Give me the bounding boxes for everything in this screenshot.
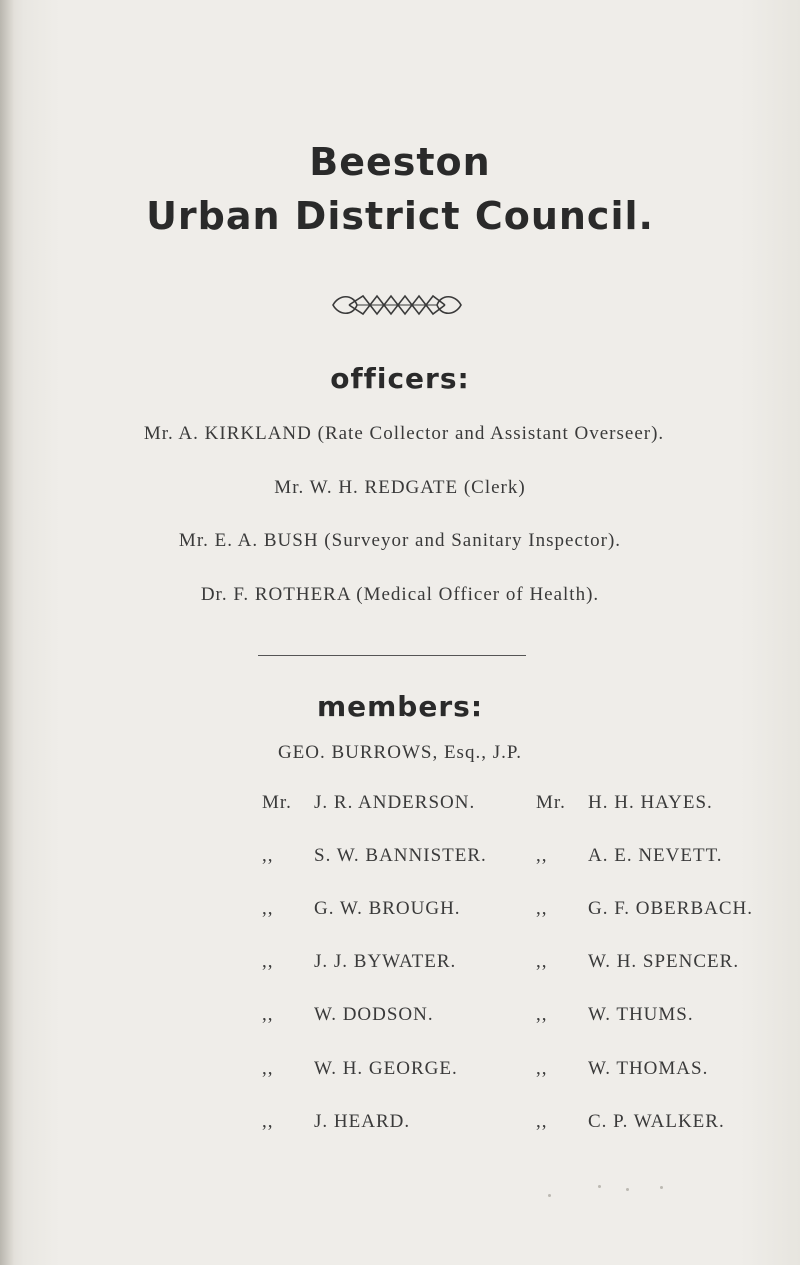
member-name: G. F. OBERBACH.: [588, 898, 753, 919]
members-heading: members:: [316, 690, 484, 723]
paper-speck: [548, 1194, 551, 1197]
member-name: J. J. BYWATER.: [314, 951, 457, 972]
member-name: W. H. SPENCER.: [588, 951, 740, 972]
member-entry: [536, 951, 739, 973]
member-entry: [536, 1058, 708, 1080]
officer-entry: Mr. E. A. BUSH (Surveyor and Sanitary Inspector).: [178, 530, 622, 551]
member-entry: [262, 792, 475, 814]
member-prefix: ,,: [262, 951, 274, 972]
paper-speck: [626, 1188, 629, 1191]
member-prefix: ,,: [262, 1004, 274, 1025]
member-prefix: ,,: [536, 951, 548, 972]
officers-heading: officers:: [330, 362, 470, 395]
member-prefix: ,,: [536, 898, 548, 919]
member-entry: [536, 792, 713, 814]
member-prefix: ,,: [262, 1058, 274, 1079]
member-name: W. THUMS.: [588, 1004, 694, 1025]
paper-speck: [660, 1186, 663, 1189]
member-prefix: ,,: [536, 1004, 548, 1025]
member-name: W. THOMAS.: [588, 1058, 709, 1079]
member-prefix: ,,: [262, 898, 274, 919]
member-prefix: ,,: [262, 845, 274, 866]
member-entry: [536, 845, 723, 867]
member-entry: [262, 1004, 434, 1026]
member-name: G. W. BROUGH.: [314, 898, 461, 919]
chairman-name: GEO. BURROWS, Esq., J.P.: [277, 742, 523, 763]
member-entry: [262, 845, 487, 867]
member-name: J. HEARD.: [314, 1111, 411, 1132]
member-entry: [262, 1111, 410, 1133]
member-prefix: ,,: [536, 1058, 548, 1079]
section-divider: [258, 655, 526, 656]
member-entry: [536, 898, 753, 920]
member-name: W. H. GEORGE.: [314, 1058, 458, 1079]
member-entry: [262, 898, 461, 920]
title-line-2: Urban District Council.: [146, 194, 654, 238]
member-name: C. P. WALKER.: [588, 1111, 725, 1132]
member-name: A. E. NEVETT.: [588, 845, 723, 866]
ornament-divider-icon: [327, 290, 467, 320]
paper-speck: [598, 1185, 601, 1188]
member-name: S. W. BANNISTER.: [314, 845, 487, 866]
member-entry: [536, 1004, 694, 1026]
member-prefix: ,,: [536, 1111, 548, 1132]
page-gutter: [0, 0, 14, 1265]
title-line-1: Beeston: [309, 140, 491, 184]
member-prefix: Mr.: [262, 792, 292, 813]
officer-entry: Mr. W. H. REDGATE (Clerk): [274, 477, 526, 498]
member-name: J. R. ANDERSON.: [314, 792, 476, 813]
member-name: W. DODSON.: [314, 1004, 434, 1025]
member-entry: [536, 1111, 725, 1133]
officer-entry: Mr. A. KIRKLAND (Rate Collector and Assistant Overseer).: [143, 423, 665, 444]
officer-entry: Dr. F. ROTHERA (Medical Officer of Health).: [200, 584, 600, 605]
member-entry: [262, 951, 456, 973]
member-entry: [262, 1058, 458, 1080]
member-prefix: ,,: [536, 845, 548, 866]
member-prefix: Mr.: [536, 792, 566, 813]
member-prefix: ,,: [262, 1111, 274, 1132]
member-name: H. H. HAYES.: [588, 792, 713, 813]
